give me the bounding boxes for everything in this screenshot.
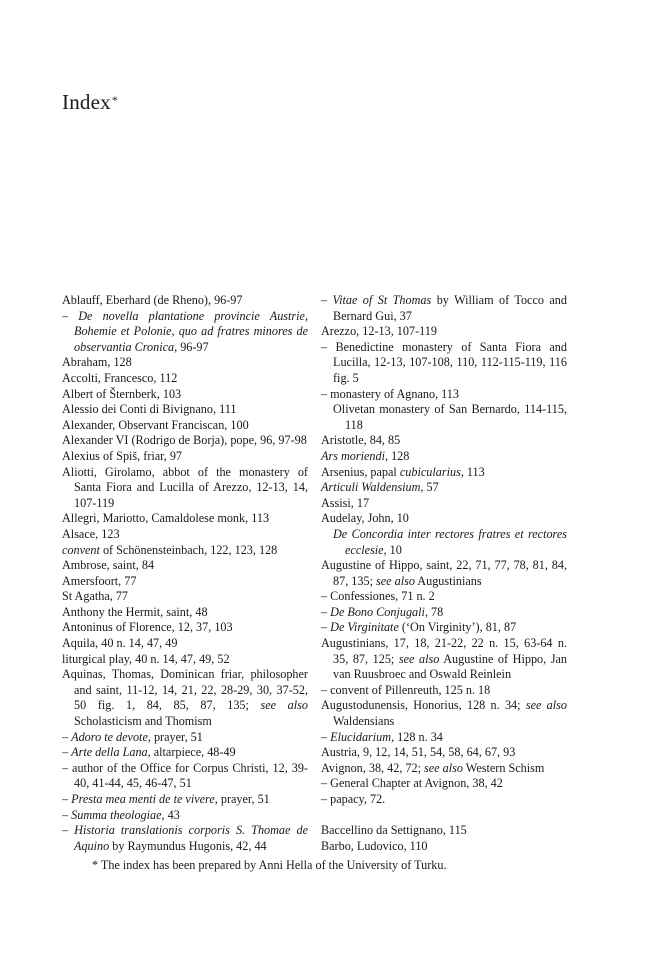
index-entry: Antoninus of Florence, 12, 37, 103	[62, 620, 233, 635]
index-column-right	[321, 293, 567, 854]
index-entry: – De Bono Conjugali, 78	[321, 604, 444, 619]
index-entry: – convent of Pillenreuth, 125 n. 18	[321, 682, 491, 697]
index-entry: Augustodunensis, Honorius, 128 n. 34; see also Waldensians	[321, 698, 567, 729]
index-entry: liturgical play, 40 n. 14, 47, 49, 52	[62, 651, 230, 666]
index-entry: – Elucidarium, 128 n. 34	[321, 729, 443, 744]
index-entry: Accolti, Francesco, 112	[62, 370, 178, 385]
index-entry: – Adoro te devote, prayer, 51	[62, 729, 203, 744]
index-entry: – De Virginitate (‘On Virginity’), 81, 87	[321, 620, 517, 635]
index-entry: St Agatha, 77	[62, 589, 129, 604]
index-entry: – author of the Office for Corpus Christi, 12, 39-40, 41-44, 45, 46-47, 51	[62, 760, 308, 791]
index-entry: Articuli Waldensium, 57	[321, 480, 439, 495]
index-entry: Assisi, 17	[321, 495, 370, 510]
index-entry: Austria, 9, 12, 14, 51, 54, 58, 64, 67, 93	[321, 745, 516, 760]
index-entry: Baccellino da Settignano, 115	[321, 823, 467, 838]
index-entry: Ambrose, saint, 84	[62, 558, 155, 573]
index-entry: Alexius of Spiš, friar, 97	[62, 448, 183, 463]
index-entry: Olivetan monastery of San Bernardo, 114-115, 118	[333, 402, 567, 432]
index-entry: Alexander VI (Rodrigo de Borja), pope, 96, 97-98	[62, 433, 307, 448]
index-entry: Augustinians, 17, 18, 21-22, 22 n. 15, 63-64 n. 35, 87, 125; see also Augustine of Hippo, Jan van Ruusbroec and Oswald Reinlein	[321, 636, 567, 682]
index-entry: – Summa theologiae, 43	[62, 807, 180, 822]
index-entry: – Benedictine monastery of Santa Fiora and Lucilla, 12-13, 107-108, 110, 112-115-119, 116 fig. 5	[321, 339, 567, 385]
index-entry: Anthony the Hermit, saint, 48	[62, 604, 208, 619]
index-entry: Aquinas, Thomas, Dominican friar, philosopher and saint, 11-12, 14, 21, 22, 28-29, 30, 37-52, 50 fig. 1, 84, 85, 87, 135; see also Scholasticism and Thomism	[62, 667, 308, 729]
index-entry: Arsenius, papal cubicularius, 113	[321, 464, 485, 479]
index-entry: Avignon, 38, 42, 72; see also Western Schism	[321, 760, 545, 775]
index-entry: Aristotle, 84, 85	[321, 433, 401, 448]
index-entry: Abraham, 128	[62, 355, 132, 370]
index-entry: – Vitae of St Thomas by William of Tocco and Bernard Gui, 37	[321, 293, 567, 323]
index-entry: Amersfoort, 77	[62, 573, 137, 588]
page-title	[62, 90, 118, 115]
index-entry: Ars moriendi, 128	[321, 448, 410, 463]
index-entry: – Confessiones, 71 n. 2	[321, 589, 435, 604]
index-entry: Audelay, John, 10	[321, 511, 409, 526]
index-entry: Alexander, Observant Franciscan, 100	[62, 417, 249, 432]
index-entry: Alessio dei Conti di Bivignano, 111	[62, 402, 237, 417]
index-entry: – papacy, 72.	[321, 792, 386, 806]
index-entry: Barbo, Ludovico, 110	[321, 838, 428, 853]
index-entry: – Presta mea menti de te vivere, prayer, 51	[62, 792, 270, 806]
footnote: * The index has been prepared by Anni Hella of the University of Turku.	[92, 858, 447, 872]
index-entry: Ablauff, Eberhard (de Rheno), 96-97	[62, 293, 243, 307]
index-entry: – monastery of Agnano, 113	[321, 386, 459, 401]
index-entry: – Historia translationis corporis S. Thomae de Aquino by Raymundus Hugonis, 42, 44	[62, 823, 309, 853]
index-entry: De Concordia inter rectores fratres et rectores ecclesie, 10	[333, 526, 567, 557]
index-entry: Aliotti, Girolamo, abbot of the monastery of Santa Fiora and Lucilla of Arezzo, 12-13, 14, 107-119	[62, 464, 308, 510]
index-entry: – General Chapter at Avignon, 38, 42	[321, 776, 503, 791]
index-entry: convent of Schönensteinbach, 122, 123, 128	[62, 542, 278, 557]
index-entry: Albert of Šternberk, 103	[62, 386, 182, 401]
index-entry: Augustine of Hippo, saint, 22, 71, 77, 78, 81, 84, 87, 135; see also Augustinians	[321, 558, 567, 588]
index-entry: Allegri, Mariotto, Camaldolese monk, 113	[62, 511, 270, 526]
index-entry: Aquila, 40 n. 14, 47, 49	[62, 636, 178, 651]
title-text: Index	[62, 90, 111, 114]
index-column-left	[62, 293, 308, 854]
index-entry: – Arte della Lana, altarpiece, 48-49	[62, 745, 236, 760]
index-entry: Alsace, 123	[62, 526, 120, 541]
index-entry: Arezzo, 12-13, 107-119	[321, 324, 437, 339]
index-entry: – De novella plantatione provincie Austrie, Bohemie et Polonie, quo ad fratres minores de observantia Cronica, 96-97	[62, 308, 308, 354]
footnote-marker: *	[111, 93, 119, 107]
